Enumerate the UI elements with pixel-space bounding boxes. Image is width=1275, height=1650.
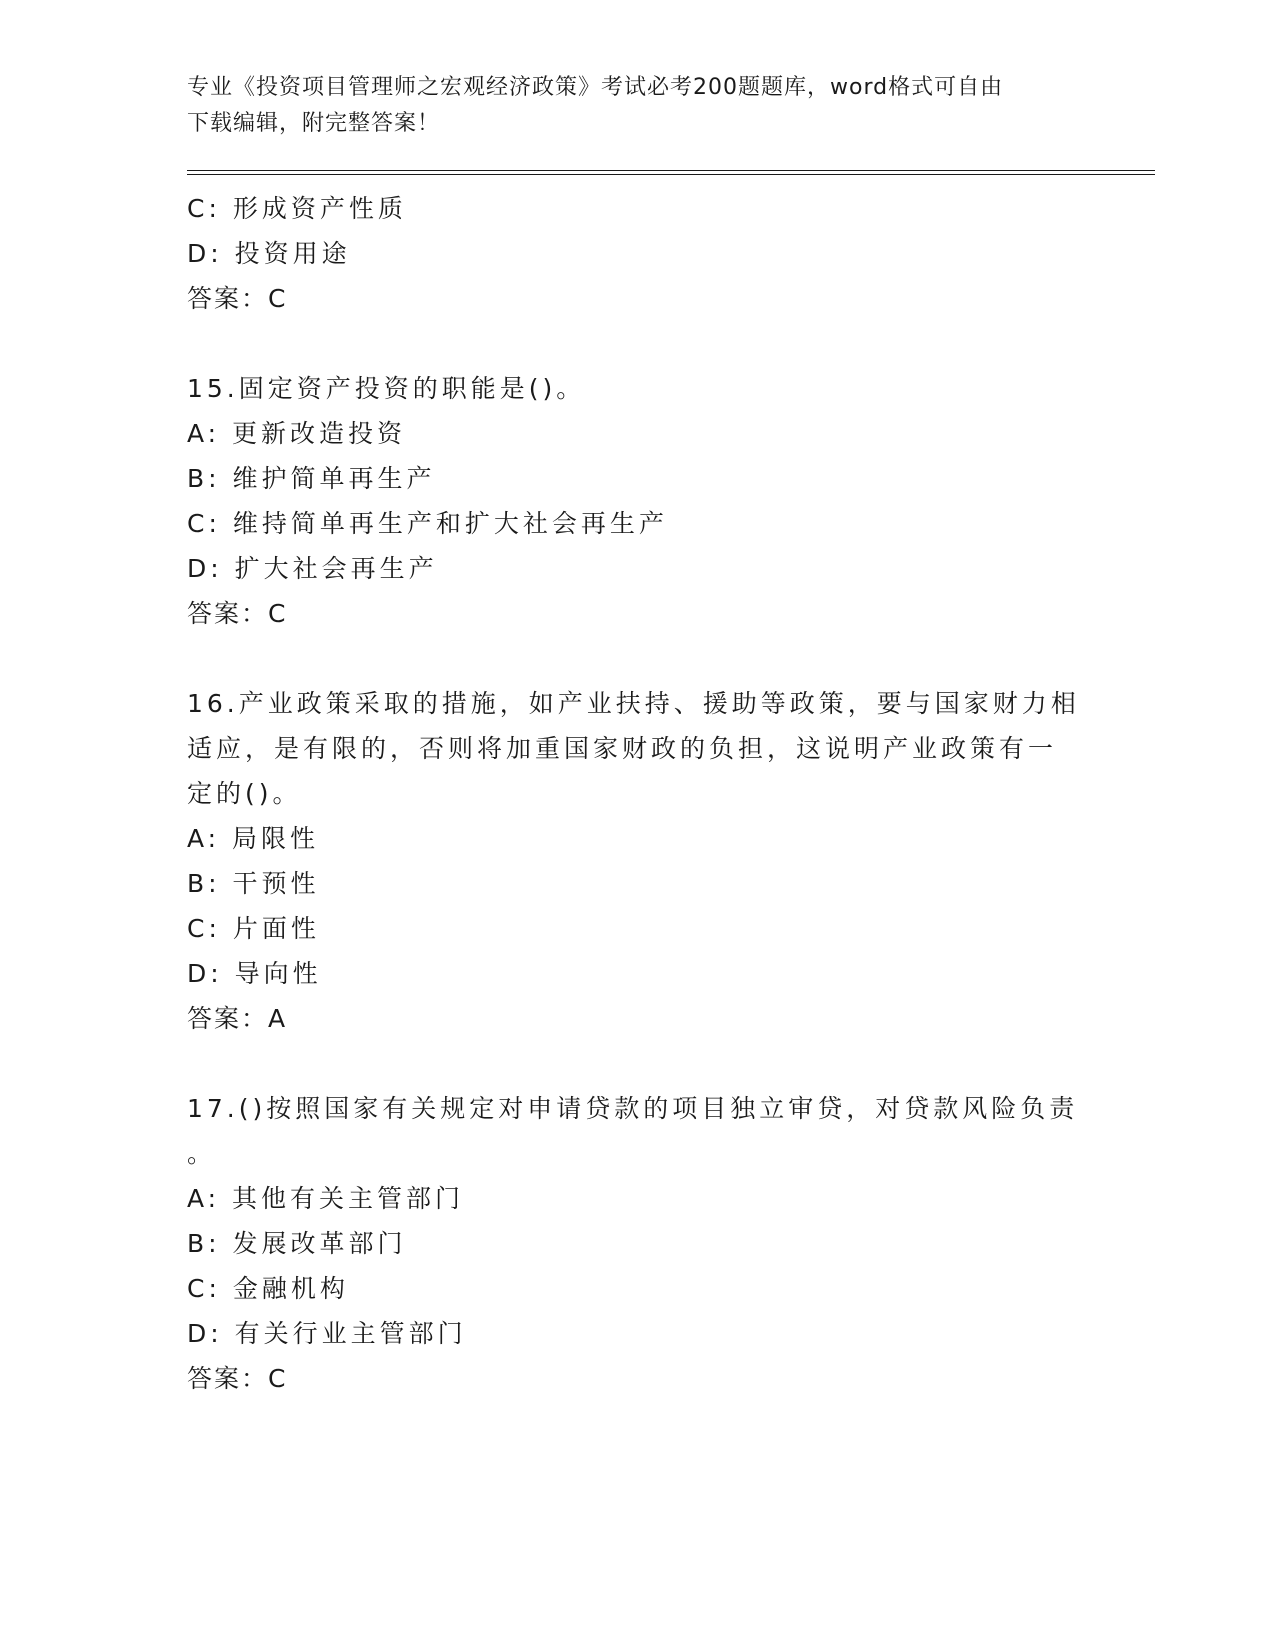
question-text: 适应，是有限的，否则将加重国家财政的负担，这说明产业政策有一 (187, 734, 1058, 763)
option-d: D: 有关行业主管部门 (187, 1319, 467, 1348)
spacer (187, 1041, 1087, 1086)
question-text: 16.产业政策采取的措施，如产业扶持、援助等政策，要与国家财力相 (187, 689, 1080, 718)
option-c: C: 金融机构 (187, 1274, 349, 1303)
option-a: A: 其他有关主管部门 (187, 1184, 465, 1213)
question-16 (187, 681, 1087, 1041)
option-b: B: 发展改革部门 (187, 1229, 407, 1258)
option-d: D: 导向性 (187, 959, 322, 988)
option-c: C: 维持简单再生产和扩大社会再生产 (187, 509, 668, 538)
option-a: A: 更新改造投资 (187, 419, 407, 448)
question-17 (187, 1086, 1087, 1401)
header-rule-bottom (187, 174, 1155, 175)
option-a: A: 局限性 (187, 824, 320, 853)
question-text: 15.固定资产投资的职能是()。 (187, 374, 586, 403)
question-list (187, 186, 1087, 1401)
header-line-2: 下载编辑，附完整答案！ (187, 111, 441, 136)
option-b: B: 干预性 (187, 869, 320, 898)
option-c: C: 片面性 (187, 914, 320, 943)
header-rule-top (187, 170, 1155, 171)
option-b: B: 维护简单再生产 (187, 464, 436, 493)
question-text: 定的()。 (187, 779, 302, 808)
question-text: 17.()按照国家有关规定对申请贷款的项目独立审贷，对贷款风险负责 (187, 1094, 1079, 1123)
carryover-block (187, 186, 1087, 321)
option-c: C: 形成资产性质 (187, 194, 407, 223)
document-header (187, 70, 1087, 142)
answer-line: 答案：C (187, 1364, 288, 1393)
answer-line: 答案：C (187, 284, 288, 313)
spacer (187, 321, 1087, 366)
question-text: 。 (187, 1139, 217, 1168)
question-15 (187, 366, 1087, 636)
spacer (187, 636, 1087, 681)
answer-line: 答案：C (187, 599, 288, 628)
answer-line: 答案：A (187, 1004, 288, 1033)
header-line-1: 专业《投资项目管理师之宏观经济政策》考试必考200题题库，word格式可自由 (187, 75, 1004, 100)
option-d: D: 扩大社会再生产 (187, 554, 438, 583)
option-d: D: 投资用途 (187, 239, 351, 268)
